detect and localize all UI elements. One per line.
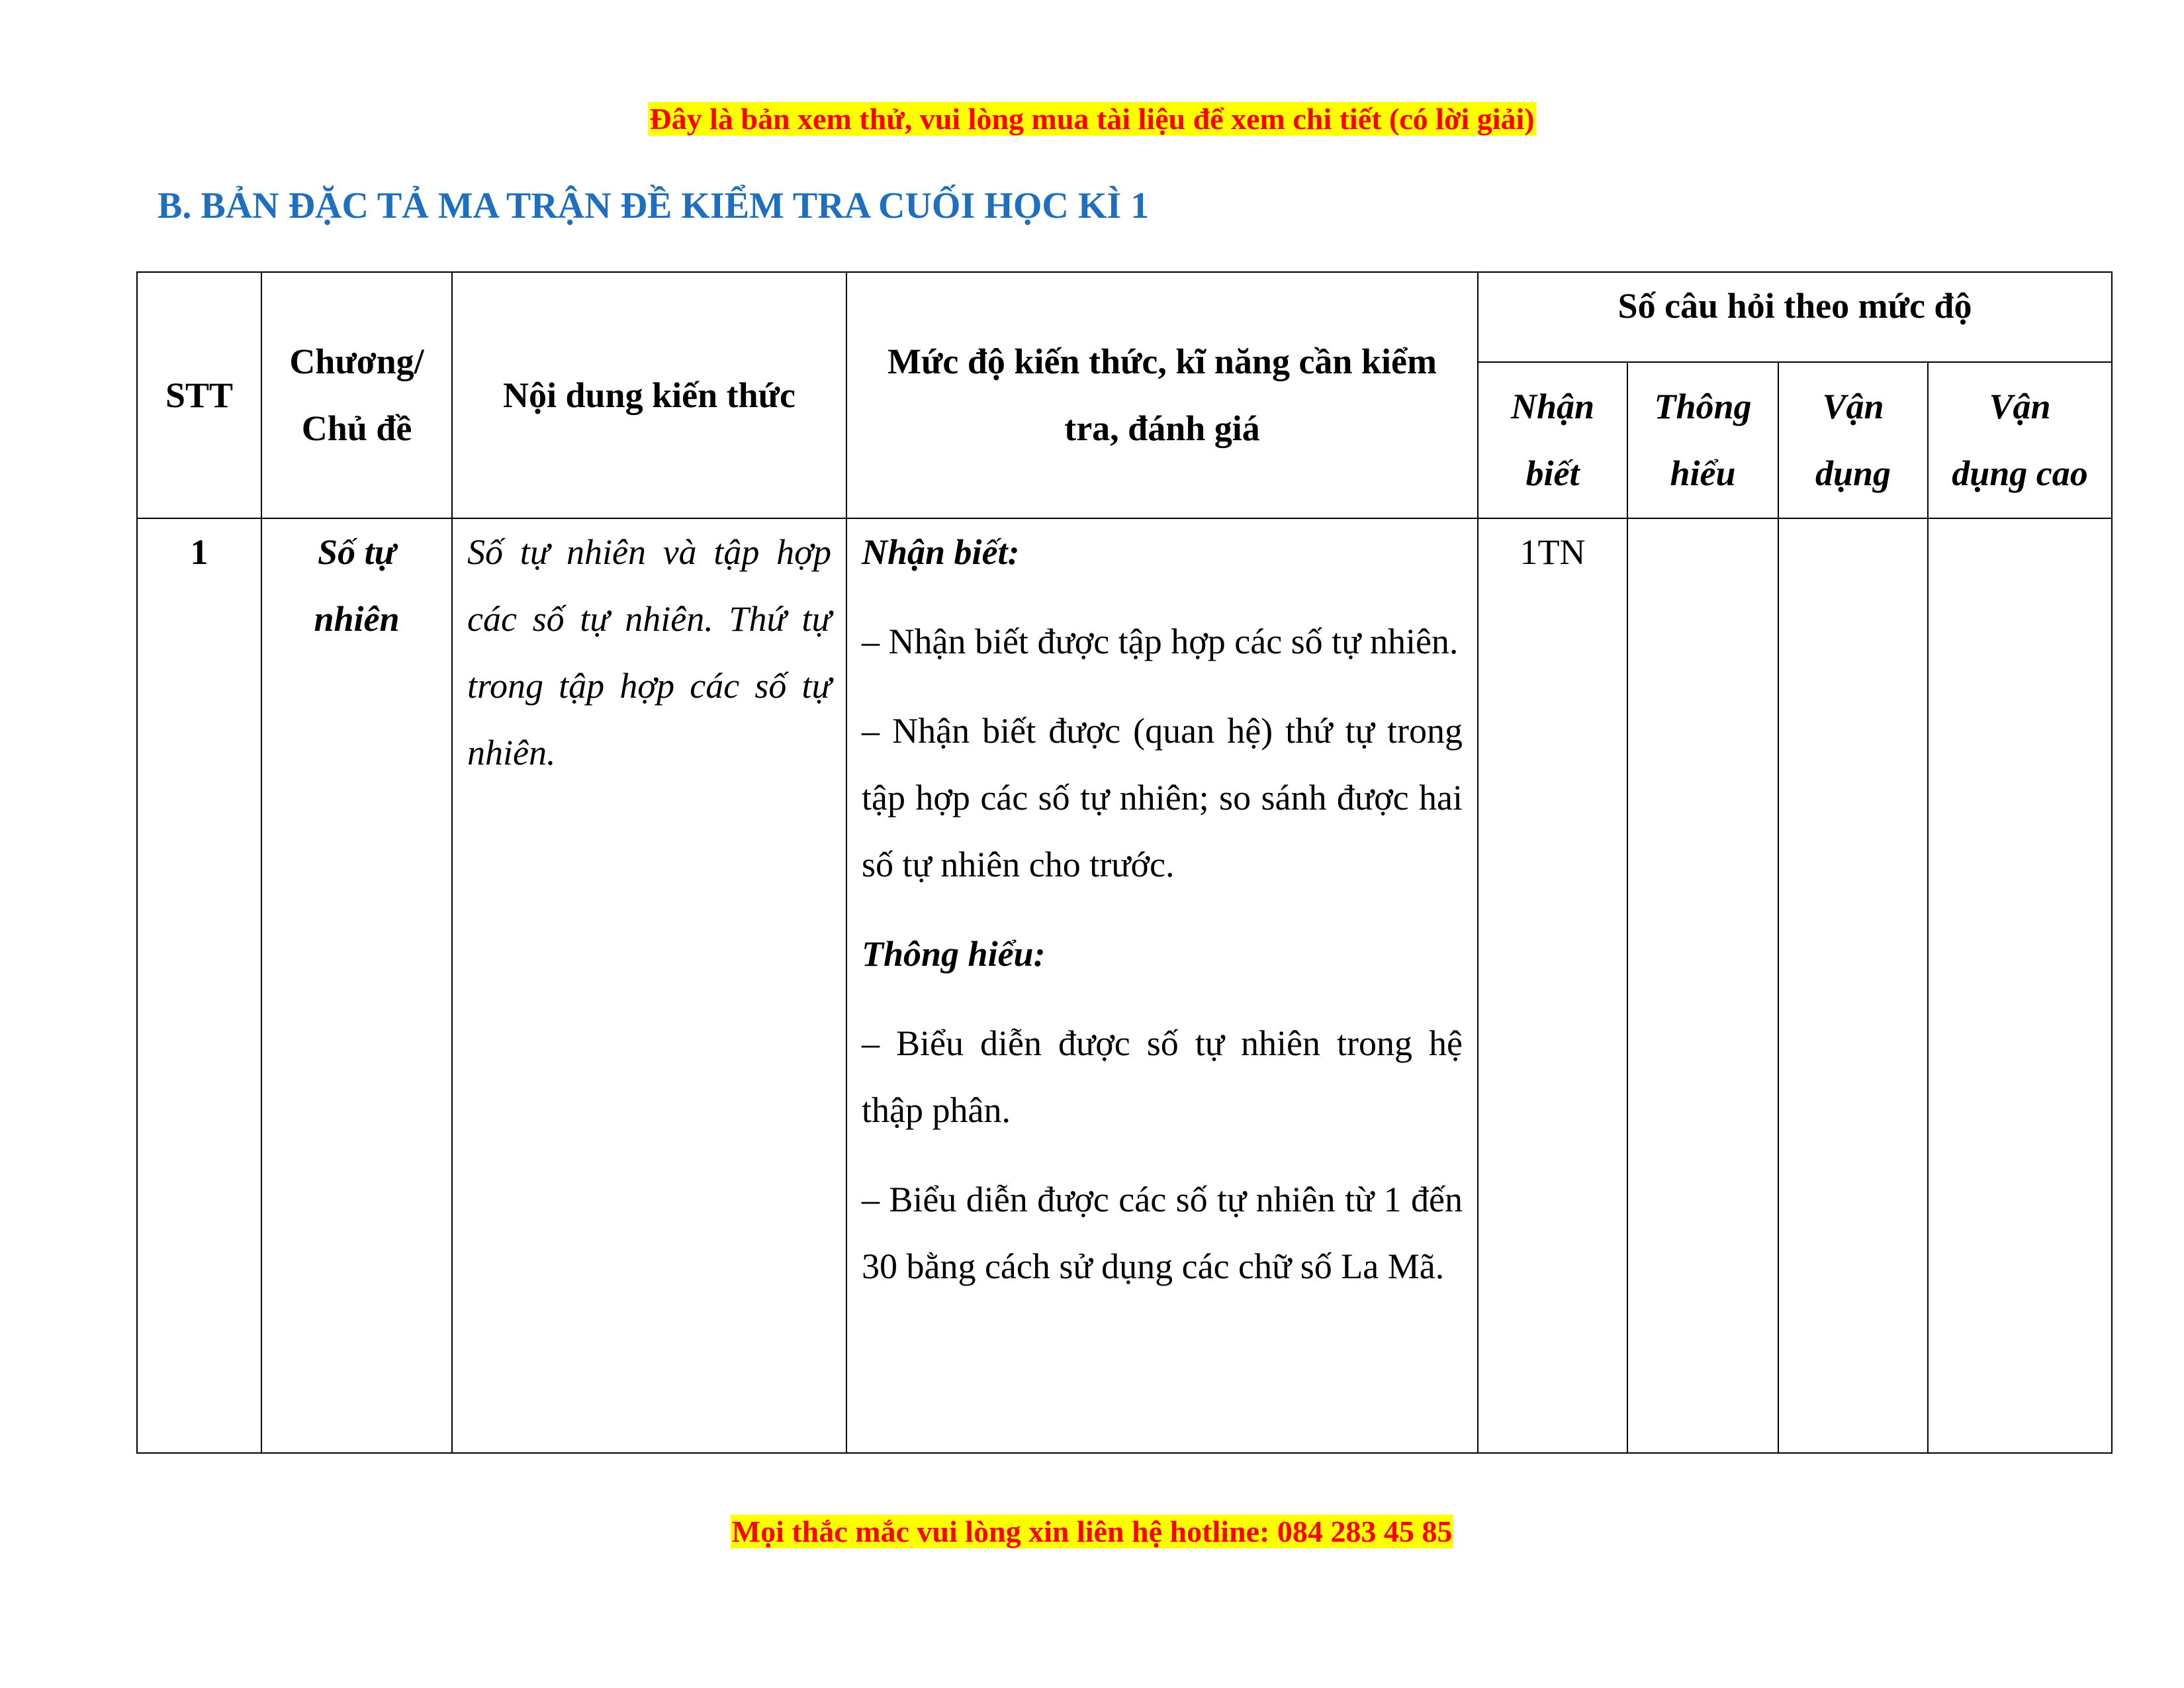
- preview-notice-banner: [0, 99, 2184, 139]
- cell-content: Số tự nhiên và tập hợp các số tự nhiên. Thứ tự trong tập hợp các số tự nhiên.: [452, 518, 846, 1453]
- cell-stt: 1: [137, 518, 261, 1453]
- header-level-recognition-line1: Nhận: [1510, 387, 1595, 426]
- specification-matrix-table: [136, 271, 2113, 1454]
- header-level-recognition-line2: biết: [1525, 453, 1580, 493]
- header-chapter-line1: Chương/: [289, 342, 424, 381]
- cell-count-recognition: 1TN: [1478, 518, 1627, 1453]
- cell-topic-line1: Số tự: [318, 532, 396, 572]
- header-level-high-application-line2: dụng cao: [1952, 453, 2088, 493]
- cell-topic-line2: nhiên: [314, 599, 400, 639]
- preview-notice-text: Đây là bản xem thử, vui lòng mua tài liệu để xem chi tiết (có lời giải): [649, 102, 1535, 136]
- table-row: [137, 518, 2112, 1453]
- header-level-description: Mức độ kiến thức, kĩ năng cần kiểm tra, đánh giá: [846, 272, 1478, 518]
- recognition-item: – Nhận biết được tập hợp các số tự nhiên.: [862, 622, 1459, 661]
- understanding-item: – Biểu diễn được số tự nhiên trong hệ thập phân.: [862, 1023, 1463, 1130]
- hotline-notice-banner: [0, 1512, 2184, 1552]
- header-content: Nội dung kiến thức: [452, 272, 846, 518]
- recognition-item: – Nhận biết được (quan hệ) thứ tự trong tập hợp các số tự nhiên; so sánh được hai số tự nhiên cho trước.: [862, 711, 1463, 884]
- cell-topic: [261, 518, 452, 1453]
- header-level-application: [1778, 362, 1928, 518]
- header-level-high-application-line1: Vận: [1989, 387, 2051, 426]
- header-level-recognition: [1478, 362, 1627, 518]
- header-level-understanding: [1627, 362, 1778, 518]
- hotline-notice-text: Mọi thắc mắc vui lòng xin liên hệ hotline: 084 283 45 85: [731, 1515, 1453, 1548]
- section-title: B. BẢN ĐẶC TẢ MA TRẬN ĐỀ KIỂM TRA CUỐI HỌC KÌ 1: [158, 185, 1150, 226]
- header-stt: STT: [137, 272, 261, 518]
- cell-count-understanding: [1627, 518, 1778, 1453]
- header-level-application-line2: dụng: [1815, 453, 1891, 493]
- header-chapter: [261, 272, 452, 518]
- header-chapter-line2: Chủ đề: [301, 408, 412, 448]
- cell-level-description: [846, 518, 1478, 1453]
- understanding-item: – Biểu diễn được các số tự nhiên từ 1 đến 30 bằng cách sử dụng các chữ số La Mã.: [862, 1180, 1463, 1286]
- cell-count-application: [1778, 518, 1928, 1453]
- header-level-high-application: [1928, 362, 2112, 518]
- recognition-label: Nhận biết:: [862, 532, 1020, 572]
- header-level-understanding-line1: Thông: [1654, 387, 1752, 426]
- header-question-count: Số câu hỏi theo mức độ: [1478, 272, 2112, 362]
- understanding-label: Thông hiểu:: [862, 934, 1046, 974]
- header-level-application-line1: Vận: [1822, 387, 1884, 426]
- cell-count-high-application: [1928, 518, 2112, 1453]
- header-level-understanding-line2: hiểu: [1670, 453, 1736, 493]
- header-row-main: [137, 272, 2112, 362]
